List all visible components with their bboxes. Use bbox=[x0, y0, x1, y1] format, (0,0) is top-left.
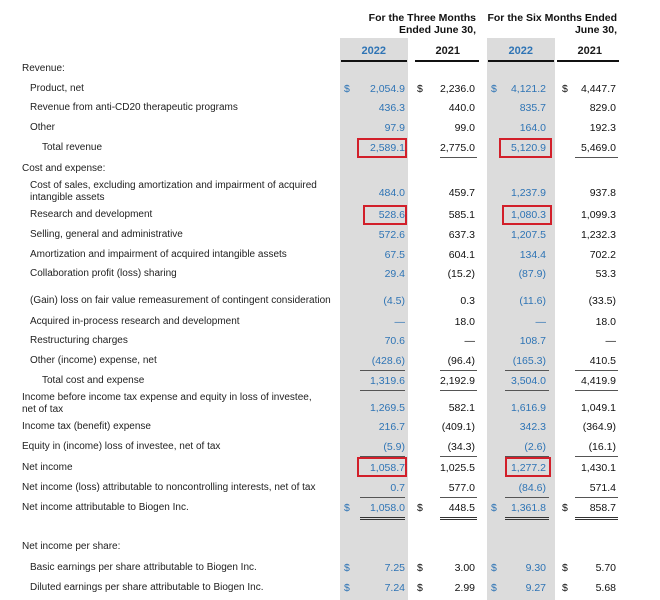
value-cell: 108.7 bbox=[519, 335, 546, 347]
value-cell: 18.0 bbox=[595, 316, 616, 328]
underline bbox=[575, 497, 618, 498]
row-label: Cost and expense: bbox=[22, 163, 106, 174]
value-cell: (34.3) bbox=[447, 441, 475, 453]
double-underline bbox=[505, 517, 549, 520]
value-cell: 216.7 bbox=[378, 421, 405, 433]
currency-symbol: $ bbox=[417, 502, 423, 514]
value-cell: — bbox=[535, 316, 546, 328]
year-2021-six-months: 2021 bbox=[577, 45, 602, 57]
row-label: Basic earnings per share attributable to Biogen Inc. bbox=[30, 562, 257, 573]
value-cell: 9.30 bbox=[525, 562, 546, 574]
highlight-box-net-income-2022-q bbox=[357, 457, 407, 477]
row-label: Collaboration profit (loss) sharing bbox=[30, 268, 177, 279]
row-label: Net income (loss) attributable to noncontrolling interests, net of tax bbox=[22, 482, 316, 493]
row-label: Equity in (income) loss of investee, net of tax bbox=[22, 441, 221, 452]
currency-symbol: $ bbox=[417, 83, 423, 95]
underline bbox=[360, 370, 405, 371]
row-label: Restructuring charges bbox=[30, 335, 128, 346]
value-cell: 2,775.0 bbox=[439, 142, 475, 154]
value-cell: 18.0 bbox=[454, 316, 475, 328]
year-rule-1 bbox=[341, 60, 407, 62]
value-cell: 0.7 bbox=[390, 482, 405, 494]
value-cell: 2,192.9 bbox=[439, 375, 475, 387]
value-cell: 342.3 bbox=[519, 421, 546, 433]
currency-symbol: $ bbox=[344, 502, 350, 514]
value-cell: 7.24 bbox=[384, 582, 405, 594]
value-cell: 1,237.9 bbox=[510, 187, 546, 199]
currency-symbol: $ bbox=[562, 502, 568, 514]
value-cell: 1,277.2 bbox=[510, 462, 546, 474]
row-label: Diluted earnings per share attributable to Biogen Inc. bbox=[30, 582, 264, 593]
value-cell: (96.4) bbox=[447, 355, 475, 367]
value-cell: 585.1 bbox=[448, 209, 475, 221]
underline bbox=[575, 390, 618, 391]
value-cell: 134.4 bbox=[519, 249, 546, 261]
value-cell: 1,080.3 bbox=[510, 209, 546, 221]
currency-symbol: $ bbox=[491, 562, 497, 574]
underline bbox=[575, 157, 618, 158]
value-cell: 937.8 bbox=[589, 187, 616, 199]
underline bbox=[360, 497, 405, 498]
currency-symbol: $ bbox=[417, 562, 423, 574]
currency-symbol: $ bbox=[491, 502, 497, 514]
value-cell: 1,616.9 bbox=[510, 402, 546, 414]
value-cell: — bbox=[394, 316, 405, 328]
row-label: Research and development bbox=[30, 209, 153, 220]
value-cell: 1,049.1 bbox=[580, 402, 616, 414]
value-cell: (84.6) bbox=[518, 482, 546, 494]
row-label: Other bbox=[30, 122, 56, 133]
value-cell: 582.1 bbox=[448, 402, 475, 414]
value-cell: 448.5 bbox=[448, 502, 475, 514]
value-cell: 4,121.2 bbox=[510, 83, 546, 95]
value-cell: 484.0 bbox=[378, 187, 405, 199]
value-cell: 3.00 bbox=[454, 562, 475, 574]
value-cell: 440.0 bbox=[448, 102, 475, 114]
underline bbox=[440, 390, 477, 391]
value-cell: 2,236.0 bbox=[439, 83, 475, 95]
underline bbox=[575, 456, 618, 457]
value-cell: 577.0 bbox=[448, 482, 475, 494]
underline bbox=[440, 456, 477, 457]
currency-symbol: $ bbox=[417, 582, 423, 594]
highlight-box-rnd-2022-ytd bbox=[502, 205, 552, 225]
underline bbox=[505, 497, 549, 498]
value-cell: 829.0 bbox=[589, 102, 616, 114]
row-label: Product, net bbox=[30, 83, 84, 94]
year-rule-4 bbox=[557, 60, 619, 62]
highlight-box-rnd-2022-q bbox=[363, 205, 407, 225]
row-label: Acquired in-process research and development bbox=[30, 316, 240, 327]
currency-symbol: $ bbox=[562, 562, 568, 574]
currency-symbol: $ bbox=[562, 582, 568, 594]
value-cell: 835.7 bbox=[519, 102, 546, 114]
value-cell: 7.25 bbox=[384, 562, 405, 574]
underline bbox=[505, 370, 549, 371]
value-cell: (11.6) bbox=[519, 295, 546, 307]
underline bbox=[360, 390, 405, 391]
value-cell: 5.68 bbox=[595, 582, 616, 594]
value-cell: 2,054.9 bbox=[369, 83, 405, 95]
value-cell: 5,469.0 bbox=[580, 142, 616, 154]
underline bbox=[440, 157, 477, 158]
year-2021-three-months: 2021 bbox=[435, 45, 460, 57]
currency-symbol: $ bbox=[344, 83, 350, 95]
currency-symbol: $ bbox=[491, 83, 497, 95]
value-cell: (409.1) bbox=[441, 421, 475, 433]
value-cell: (5.9) bbox=[383, 441, 405, 453]
value-cell: 1,207.5 bbox=[510, 229, 546, 241]
underline bbox=[440, 497, 477, 498]
value-cell: 5.70 bbox=[595, 562, 616, 574]
row-label: Amortization and impairment of acquired intangible assets bbox=[30, 249, 287, 260]
value-cell: 1,099.3 bbox=[580, 209, 616, 221]
highlight-box-net-income-2022-ytd bbox=[505, 457, 551, 477]
double-underline bbox=[360, 517, 405, 520]
row-label: Income before income tax expense and equity in loss of investee, net of tax bbox=[22, 392, 312, 415]
value-cell: 5,120.9 bbox=[510, 142, 546, 154]
year-rule-3 bbox=[488, 60, 554, 62]
value-cell: 436.3 bbox=[378, 102, 405, 114]
value-cell: (428.6) bbox=[371, 355, 405, 367]
value-cell: (15.2) bbox=[447, 268, 475, 280]
value-cell: 1,430.1 bbox=[580, 462, 616, 474]
value-cell: — bbox=[464, 335, 475, 347]
row-label: (Gain) loss on fair value remeasurement of contingent consideration bbox=[30, 295, 331, 306]
value-cell: (87.9) bbox=[518, 268, 546, 280]
value-cell: 1,269.5 bbox=[369, 402, 405, 414]
double-underline bbox=[575, 517, 618, 520]
value-cell: 2.99 bbox=[454, 582, 475, 594]
value-cell: (16.1) bbox=[588, 441, 616, 453]
value-cell: 70.6 bbox=[384, 335, 405, 347]
value-cell: 192.3 bbox=[589, 122, 616, 134]
value-cell: 67.5 bbox=[384, 249, 405, 261]
underline bbox=[575, 370, 618, 371]
underline bbox=[440, 370, 477, 371]
row-label: Other (income) expense, net bbox=[30, 355, 157, 366]
row-label: Total revenue bbox=[42, 142, 103, 153]
value-cell: 1,058.0 bbox=[369, 502, 405, 514]
value-cell: 3,504.0 bbox=[510, 375, 546, 387]
row-label: Revenue: bbox=[22, 63, 65, 74]
value-cell: 0.3 bbox=[460, 295, 475, 307]
highlight-box-total-revenue-2022-ytd bbox=[499, 138, 552, 158]
value-cell: 97.9 bbox=[384, 122, 405, 134]
row-label: Total cost and expense bbox=[42, 375, 145, 386]
value-cell: (33.5) bbox=[588, 295, 616, 307]
row-label: Net income per share: bbox=[22, 541, 121, 552]
row-label: Revenue from anti-CD20 therapeutic programs bbox=[30, 102, 238, 113]
row-label: Net income attributable to Biogen Inc. bbox=[22, 502, 189, 513]
highlight-box-total-revenue-2022-q bbox=[357, 138, 407, 158]
value-cell: 53.3 bbox=[595, 268, 616, 280]
row-label: Cost of sales, excluding amortization and impairment of acquired intangible assets bbox=[30, 180, 317, 203]
value-cell: 637.3 bbox=[448, 229, 475, 241]
row-label: Net income bbox=[22, 462, 73, 473]
currency-symbol: $ bbox=[344, 582, 350, 594]
value-cell: 410.5 bbox=[589, 355, 616, 367]
row-label: Income tax (benefit) expense bbox=[22, 421, 151, 432]
year-2022-three-months: 2022 bbox=[361, 45, 386, 57]
value-cell: 1,361.8 bbox=[510, 502, 546, 514]
value-cell: (2.6) bbox=[524, 441, 546, 453]
year-2022-six-months: 2022 bbox=[508, 45, 533, 57]
value-cell: 99.0 bbox=[454, 122, 475, 134]
currency-symbol: $ bbox=[491, 582, 497, 594]
value-cell: 164.0 bbox=[519, 122, 546, 134]
value-cell: (364.9) bbox=[582, 421, 616, 433]
currency-symbol: $ bbox=[344, 562, 350, 574]
value-cell: (4.5) bbox=[383, 295, 405, 307]
value-cell: 4,447.7 bbox=[580, 83, 616, 95]
value-cell: 572.6 bbox=[378, 229, 405, 241]
row-label: Selling, general and administrative bbox=[30, 229, 183, 240]
value-cell: 1,319.6 bbox=[369, 375, 405, 387]
double-underline bbox=[440, 517, 477, 520]
value-cell: 29.4 bbox=[384, 268, 405, 280]
value-cell: — bbox=[605, 335, 616, 347]
value-cell: 459.7 bbox=[448, 187, 475, 199]
header-six-months: For the Six Months Ended June 30, bbox=[487, 12, 617, 36]
year-rule-2 bbox=[415, 60, 479, 62]
value-cell: 571.4 bbox=[589, 482, 616, 494]
value-cell: 9.27 bbox=[525, 582, 546, 594]
header-three-months: For the Three Months Ended June 30, bbox=[368, 12, 476, 36]
value-cell: 2,589.1 bbox=[369, 142, 405, 154]
value-cell: 604.1 bbox=[448, 249, 475, 261]
currency-symbol: $ bbox=[562, 83, 568, 95]
value-cell: 1,058.7 bbox=[369, 462, 405, 474]
value-cell: 1,232.3 bbox=[580, 229, 616, 241]
value-cell: 4,419.9 bbox=[580, 375, 616, 387]
underline bbox=[505, 390, 549, 391]
value-cell: (165.3) bbox=[512, 355, 546, 367]
value-cell: 858.7 bbox=[589, 502, 616, 514]
value-cell: 702.2 bbox=[589, 249, 616, 261]
value-cell: 1,025.5 bbox=[439, 462, 475, 474]
value-cell: 528.6 bbox=[378, 209, 405, 221]
